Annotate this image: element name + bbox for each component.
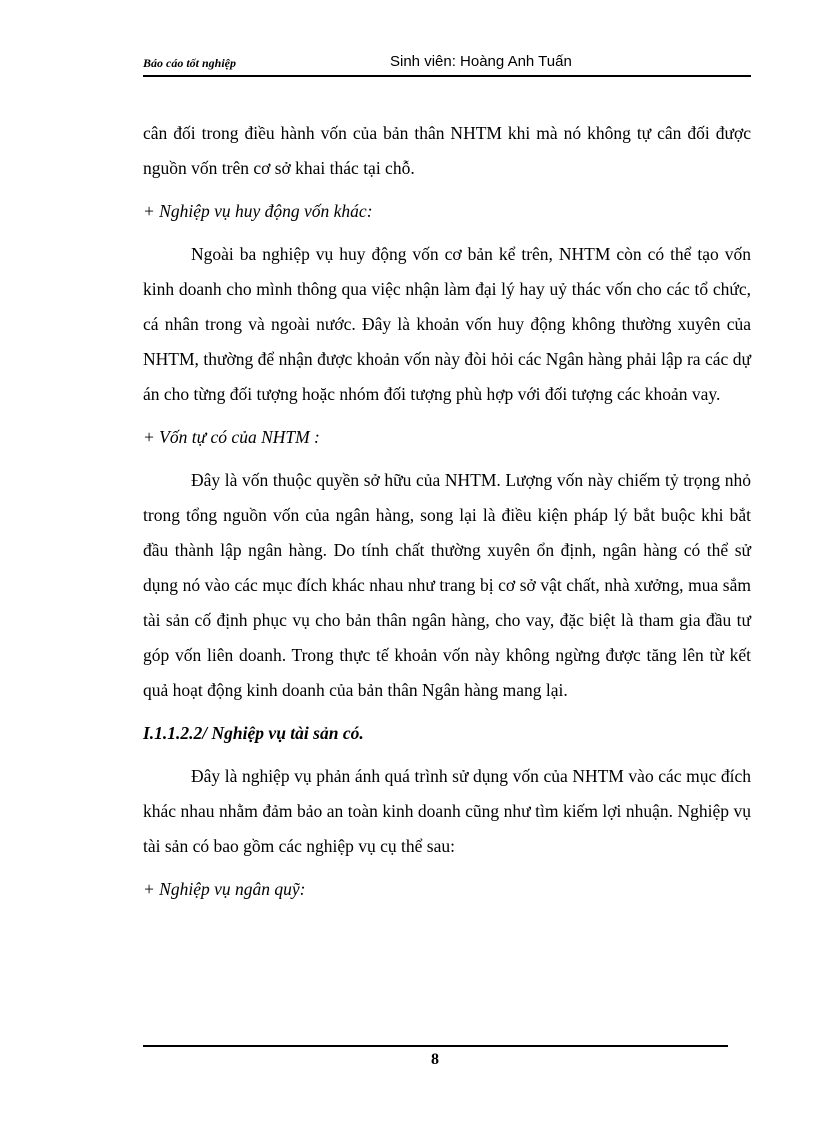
page-number: 8 (431, 1051, 439, 1068)
subheading-other-mobilization: + Nghiệp vụ huy động vốn khác: (143, 201, 373, 221)
header-student-name: Sinh viên: Hoàng Anh Tuấn (390, 53, 572, 70)
subheading-treasury: + Nghiệp vụ ngân quỹ: (143, 879, 306, 899)
page-body (143, 116, 751, 915)
subheading-own-capital: + Vốn tự có của NHTM : (143, 427, 320, 447)
header-report-title: Báo cáo tốt nghiệp (143, 56, 237, 70)
paragraph-1: cân đối trong điều hành vốn của bản thân NHTM khi mà nó không tự cân đối được nguồn vốn trên cơ sở khai thác tại chỗ. (143, 123, 751, 178)
section-heading-assets: I.1.1.2.2/ Nghiệp vụ tài sản có. (143, 723, 364, 743)
paragraph-3: Đây là vốn thuộc quyền sở hữu của NHTM. Lượng vốn này chiếm tỷ trọng nhỏ trong tổng nguồn vốn của ngân hàng, song lại là điều kiện pháp lý bắt buộc khi bắt đầu thành lập ngân hàng. Do tính chất thường xuyên ổn định, ngân hàng có thể sử dụng nó vào các mục đích khác nhau như trang bị cơ sở vật chất, nhà xưởng, mua sắm tài sản cố định phục vụ cho bản thân ngân hàng, cho vay, đặc biệt là tham gia đầu tư góp vốn liên doanh. Trong thực tế khoản vốn này không ngừng được tăng lên từ kết quả hoạt động kinh doanh của bản thân Ngân hàng mang lại. (143, 470, 751, 700)
footer-divider (143, 1045, 728, 1047)
paragraph-2: Ngoài ba nghiệp vụ huy động vốn cơ bản kể trên, NHTM còn có thể tạo vốn kinh doanh cho mình thông qua việc nhận làm đại lý hay uỷ thác vốn cho các tổ chức, cá nhân trong và ngoài nước. Đây là khoản vốn huy động không thường xuyên của NHTM, thường để nhận được khoản vốn này đòi hỏi các Ngân hàng phải lập ra các dự án cho từng đối tượng hoặc nhóm đối tượng phù hợp với đối tượng các khoản vay. (143, 244, 751, 404)
header-divider (143, 75, 751, 77)
paragraph-4: Đây là nghiệp vụ phản ánh quá trình sử dụng vốn của NHTM vào các mục đích khác nhau nhằm đảm bảo an toàn kinh doanh cũng như tìm kiếm lợi nhuận. Nghiệp vụ tài sản có bao gồm các nghiệp vụ cụ thể sau: (143, 766, 751, 856)
